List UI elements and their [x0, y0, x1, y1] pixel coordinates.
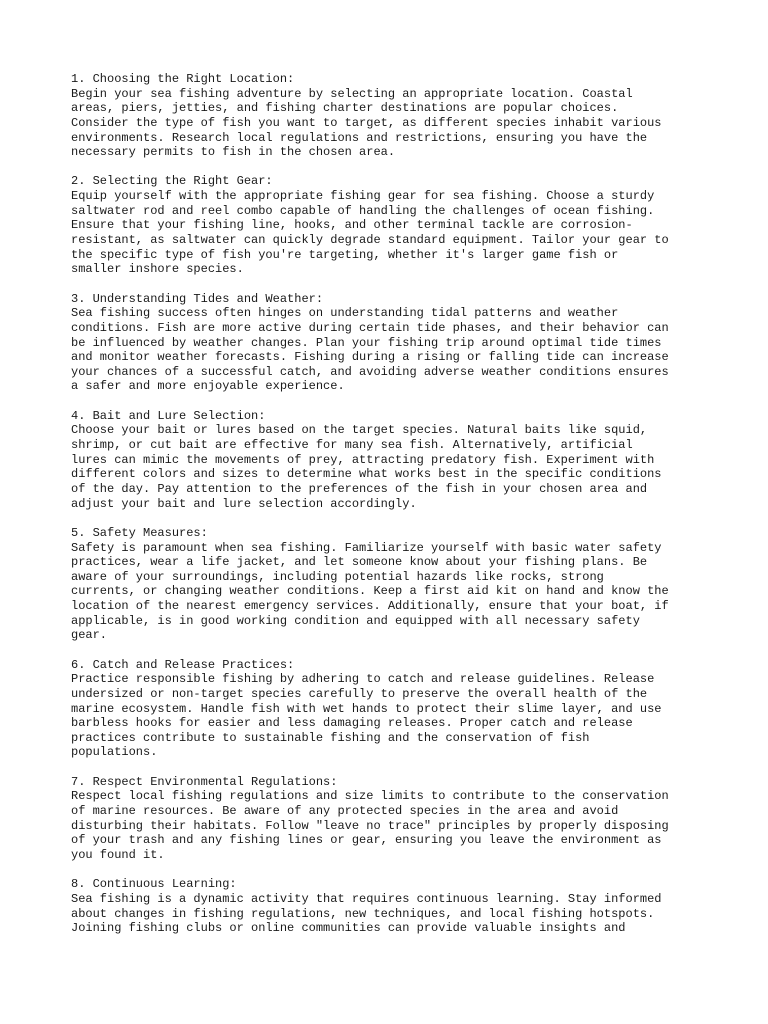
paragraph-line: the specific type of fish you're targeting, whether it's larger game fish or [71, 247, 619, 262]
paragraph-line: gear. [71, 628, 108, 643]
paragraph-line: environments. Research local regulations and restrictions, ensuring you have the [71, 130, 648, 145]
paragraph-line: of your trash and any fishing lines or gear, ensuring you leave the environment as [71, 833, 662, 848]
paragraph-line: populations. [71, 745, 158, 760]
paragraph-line: different colors and sizes to determine what works best in the specific conditions [71, 467, 662, 482]
paragraph-line: saltwater rod and reel combo capable of handling the challenges of ocean fishing. [71, 203, 655, 218]
paragraph-line: smaller inshore species. [71, 262, 244, 277]
section-bait-lure [71, 409, 711, 511]
paragraph-line: a safer and more enjoyable experience. [71, 379, 345, 394]
paragraph-line: Joining fishing clubs or online communities can provide valuable insights and [71, 921, 626, 936]
paragraph-line: Sea fishing is a dynamic activity that requires continuous learning. Stay informed [71, 891, 662, 906]
paragraph-line: Equip yourself with the appropriate fishing gear for sea fishing. Choose a sturdy [71, 189, 655, 204]
paragraph-line: shrimp, or cut bait are effective for many sea fish. Alternatively, artificial [71, 438, 633, 453]
section-environmental-regulations [71, 775, 711, 863]
paragraph-line: aware of your surroundings, including potential hazards like rocks, strong [71, 569, 604, 584]
section-heading: 3. Understanding Tides and Weather: [71, 291, 324, 306]
paragraph-line: be influenced by weather changes. Plan your fishing trip around optimal tide times [71, 335, 662, 350]
paragraph-line: conditions. Fish are more active during certain tide phases, and their behavior can [71, 320, 669, 335]
paragraph-line: Practice responsible fishing by adhering to catch and release guidelines. Release [71, 672, 655, 687]
section-choosing-location [71, 72, 711, 160]
section-heading: 6. Catch and Release Practices: [71, 657, 295, 672]
document-page [71, 72, 711, 950]
paragraph-line: barbless hooks for easier and less damaging releases. Proper catch and release [71, 716, 633, 731]
paragraph-line: areas, piers, jetties, and fishing charter destinations are popular choices. [71, 101, 619, 116]
paragraph-line: Choose your bait or lures based on the target species. Natural baits like squid, [71, 423, 648, 438]
paragraph-line: currents, or changing weather conditions. Keep a first aid kit on hand and know the [71, 584, 669, 599]
paragraph-line: undersized or non-target species carefully to preserve the overall health of the [71, 686, 648, 701]
paragraph-line: location of the nearest emergency services. Additionally, ensure that your boat, if [71, 599, 669, 614]
paragraph-line: you found it. [71, 847, 165, 862]
section-heading: 7. Respect Environmental Regulations: [71, 774, 338, 789]
section-heading: 1. Choosing the Right Location: [71, 72, 295, 86]
section-tides-weather [71, 292, 711, 394]
paragraph-line: practices, wear a life jacket, and let someone know about your fishing plans. Be [71, 555, 648, 570]
paragraph-line: Begin your sea fishing adventure by selecting an appropriate location. Coastal [71, 86, 633, 101]
paragraph-line: practices contribute to sustainable fishing and the conservation of fish [71, 730, 590, 745]
paragraph-line: disturbing their habitats. Follow "leave no trace" principles by properly disposing [71, 818, 669, 833]
paragraph-line: Ensure that your fishing line, hooks, and other terminal tackle are corrosion- [71, 218, 633, 233]
paragraph-line: of marine resources. Be aware of any protected species in the area and avoid [71, 804, 619, 819]
paragraph-line: necessary permits to fish in the chosen area. [71, 145, 396, 160]
paragraph-line: your chances of a successful catch, and avoiding adverse weather conditions ensures [71, 364, 669, 379]
paragraph-line: resistant, as saltwater can quickly degrade standard equipment. Tailor your gear to [71, 233, 669, 248]
paragraph-line: adjust your bait and lure selection accordingly. [71, 496, 417, 511]
paragraph-line: Consider the type of fish you want to target, as different species inhabit various [71, 115, 662, 130]
paragraph-line: Sea fishing success often hinges on understanding tidal patterns and weather [71, 306, 619, 321]
section-safety [71, 526, 711, 643]
paragraph-line: and monitor weather forecasts. Fishing during a rising or falling tide can increase [71, 350, 669, 365]
paragraph-line: about changes in fishing regulations, new techniques, and local fishing hotspots. [71, 906, 655, 921]
paragraph-line: lures can mimic the movements of prey, attracting predatory fish. Experiment with [71, 452, 655, 467]
paragraph-line: Safety is paramount when sea fishing. Familiarize yourself with basic water safety [71, 540, 662, 555]
section-selecting-gear [71, 174, 711, 276]
paragraph-line: Respect local fishing regulations and size limits to contribute to the conservation [71, 789, 669, 804]
paragraph-line: marine ecosystem. Handle fish with wet hands to protect their slime layer, and use [71, 701, 662, 716]
paragraph-line: applicable, is in good working condition and equipped with all necessary safety [71, 613, 640, 628]
section-catch-release [71, 658, 711, 760]
section-heading: 4. Bait and Lure Selection: [71, 408, 266, 423]
paragraph-line: of the day. Pay attention to the preferences of the fish in your chosen area and [71, 481, 648, 496]
section-heading: 5. Safety Measures: [71, 525, 208, 540]
section-heading: 8. Continuous Learning: [71, 877, 237, 892]
section-heading: 2. Selecting the Right Gear: [71, 174, 273, 189]
section-continuous-learning [71, 877, 711, 936]
